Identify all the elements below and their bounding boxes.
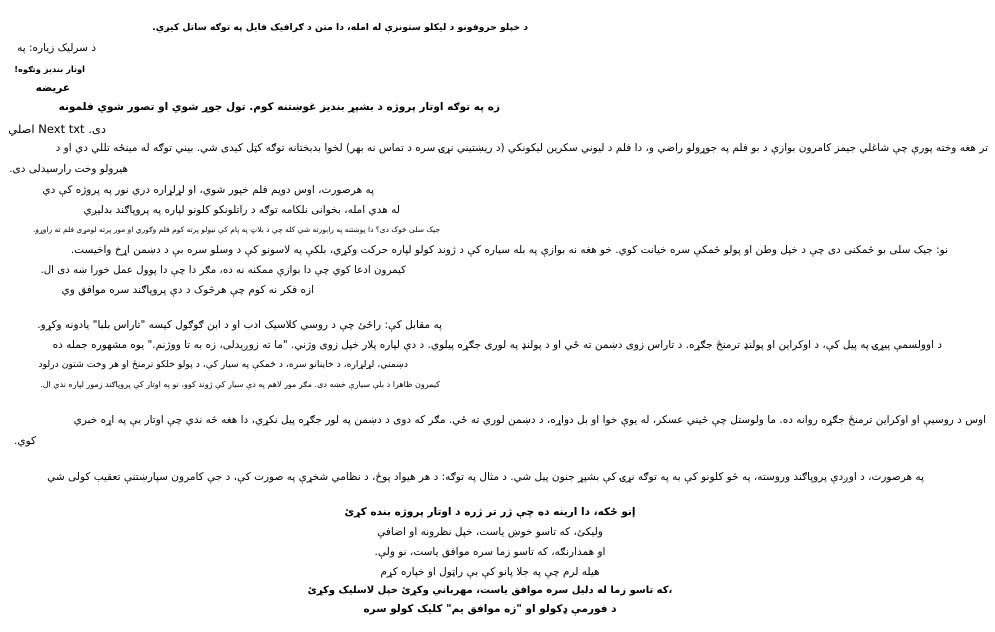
paragraph-10: دښمني، لړلړاره، د خاینانو سره، د څمکې په سیار کې، د پولو خلکو ترمنځ او هر وخت شتون درلود — [38, 359, 408, 370]
paragraph-9: د اوولسمې پیړۍ په پیل کې، د اوکراین او پولنډ ترمنځ جګړه. د تاراس زوی دښمن ته ځي او د پولنډ په لوری جګړه پیلوي. د دې لپاره پلار خپل زوی وژني. "ما ته زوږیدلی، زه به تا ووژنم." یوه مشهوره جمله ده — [52, 339, 942, 351]
paragraph-6: کیمرون ادعا کوي چې دا بوازې ممکنه نه ده، مګر دا چې دا پوول عمل خورا ښه دی ال. — [40, 264, 406, 276]
paragraph-12-cont: کوي. — [14, 435, 36, 447]
paragraph-12: اوس د روسیې او اوکراین ترمنځ جګړه روانه ده. ما ولوستل چې څیني عسکر، له یوې خوا او بل دواړه، د دښمن لوري ته ځي. مګر که دوی د دښمن په لور جګړه پیل نکړي، دا هغه څه ندي چې اوتار بې په اړه خبري — [73, 414, 986, 426]
paragraph-5: نو: جیک سلی بو څمکنی دی چې د خپل وطن او پولو څمکې سره خیانت کوي. خو هغه نه بوازې په بله سیاره کې د ژوند کولو لپاره حرکت وکړي، بلکې په لاسونو کې د وسلو سره بې د دښمن اړخ واخیست. — [70, 244, 948, 256]
paragraph-1-cont: هیرولو وخت رارسیدلی دی. — [9, 163, 128, 175]
paragraph-11: کیمرون ظاهرا د بلې سیارې خښه دی. مګر مور لاهم په دې سیار کې ژوند کوو، نو په اوتار کې پروپاګند زمور لپاره ندي ال. — [40, 380, 440, 389]
closing-item: هیله لرم چې په جلا پانو کې بې راټول او خپاره کړم — [380, 566, 600, 578]
closing-heading: إنو ځکه، دا ارینه ده چې ژر تر ژره د اوتار پروژه بنده کړئ — [344, 506, 636, 518]
paragraph-1: تر هغه وخته پورې چې شاغلي جیمز کامرون بوازې د بو فلم په جوړولو راضي و، دا فلم د لیوني سکرین لیکونکي (د ریښتیني نړۍ سره د تماس نه بهر) لخوا بدبختانه توګه کټل کیدی شي. بیني توګه له مینځه تللي دي او د — [55, 142, 988, 154]
author-name: اوتار بندیز وتګوه! — [14, 64, 85, 74]
paragraph-2: په هرصورت، اوس دویم فلم خپور شوي، او لړلړاره دري نور په پروژه کې دي — [42, 184, 374, 196]
closing-item: ،که تاسو زما له دلیل سره موافق یاست، مهرباني وکړئ خپل لاسلیک وکړئ — [307, 585, 673, 596]
closing-item: ولیکئ، که تاسو خوښ یاست، خپل نظرونه او اضافې — [377, 526, 603, 538]
closing-item: د فورمې ډکولو او "زه موافق یم" کلیک کولو سره — [363, 603, 617, 615]
paragraph-4: جیک سلی څوک دی؟ دا پوښتنه په رابورته شي کله چې د بلاټ په پام کې نیولو پرته کوم فلم وګوري او مور پرته لومړی فلم ته راوړو. — [33, 225, 440, 234]
subtitle: زه په توګه اوتار پروژه د بشپړ بندیز غوښتنه کوم. تول جوړ شوي او تصور شوي فلمونه — [58, 101, 500, 113]
paragraph-8: په مقابل کې: راځئ چې د روسي کلاسیک ادب او د ابن ګوګول کیسه "تاراس بلبا" یادونه وکړو. — [37, 319, 442, 331]
closing-item: او همدارنګه، که تاسو زما سره موافق یاست، نو ولې. — [374, 546, 606, 558]
paragraph-7: ازه فکر نه کوم چې هرڅوک د دې پروپاګند سره موافق وي — [61, 284, 314, 296]
petition-label: عریضه — [35, 82, 70, 94]
document-title: د خپلو حروفونو د لیکلو ستونزې له امله، دا متن د ګرافیک فایل په توګه ساتل کیږي. — [152, 22, 528, 33]
source-label: د سرلیک زیاره: په — [17, 42, 96, 54]
paragraph-3: له هدي امله، بخوانی نلکامه توګه د راتلونکو کلونو لپاره په پروپاګند بدلیږي — [83, 204, 400, 216]
paragraph-13: په هرصورت، د اوږدې پروپاګند وروسته، په څو کلونو کې به په توګه نړۍ کې بشپړ جنون پیل شي. د مثال په توګه: د هر هیواد پوځ، د نظامي شخړې په صورت کې، د جې کامرون سپارښتنې تعقیب کولی شي — [47, 471, 924, 483]
source-note: دی. Next txt اصلي — [8, 122, 106, 136]
